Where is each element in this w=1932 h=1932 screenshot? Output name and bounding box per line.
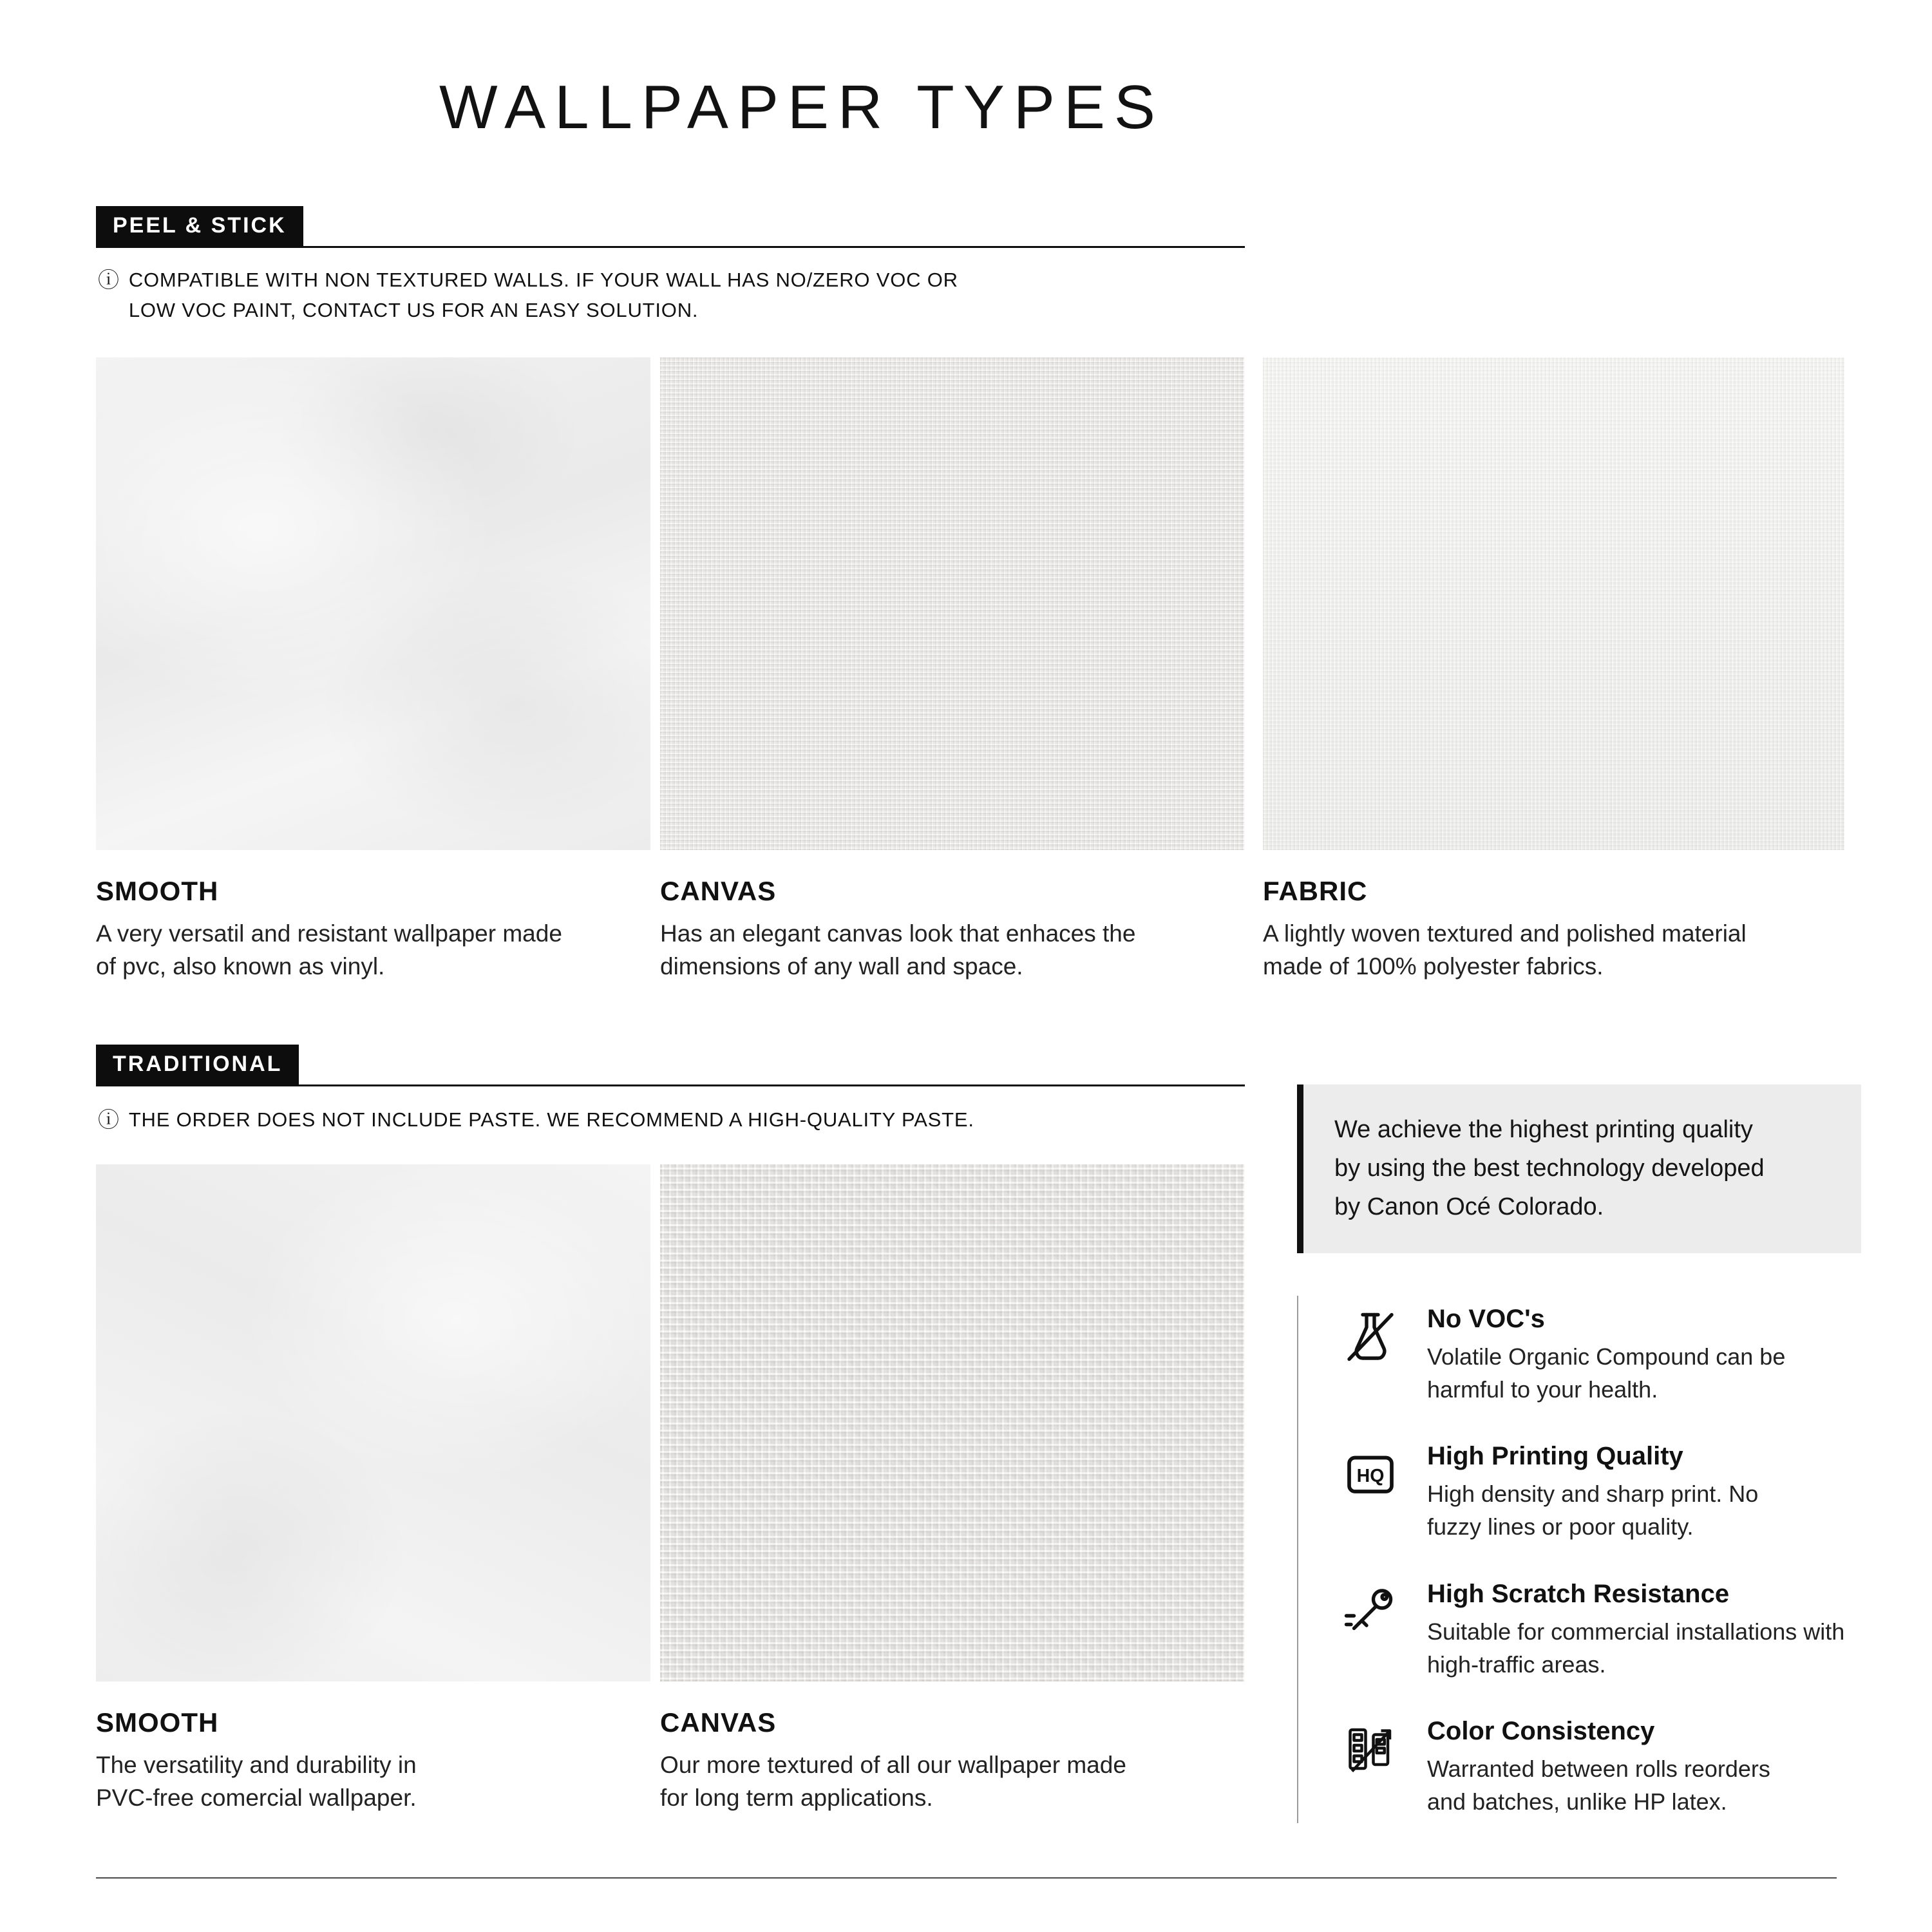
color-consistency-icon (1340, 1718, 1401, 1780)
printing-quality-callout (1297, 1084, 1861, 1253)
feature-list (1297, 1296, 1861, 1823)
swatch-description: Our more textured of all our wallpaper made for long term applications. (660, 1752, 1126, 1812)
swatch-description: Has an elegant canvas look that enhaces the dimensions of any wall and space. (660, 920, 1136, 980)
swatch-smooth-peel-stick (96, 357, 650, 983)
traditional-note-text: THE ORDER DOES NOT INCLUDE PASTE. WE RECOMMEND A HIGH-QUALITY PASTE. (128, 1108, 974, 1131)
hq-icon-letters: HQ (1356, 1466, 1385, 1487)
feature-no-voc (1340, 1305, 1861, 1406)
footer-divider (96, 1877, 1837, 1879)
feature-title: No VOC's (1427, 1305, 1545, 1334)
swatch-fabric-peel-stick (1263, 357, 1844, 983)
swatch-canvas-traditional (660, 1164, 1244, 1814)
traditional-swatch-row (96, 1164, 1244, 1814)
swatch-description: The versatility and durability in PVC-free comercial wallpaper. (96, 1752, 417, 1812)
feature-description: High density and sharp print. No fuzzy lines or poor quality. (1427, 1481, 1759, 1540)
feature-text (1427, 1580, 1846, 1681)
swatch-name: CANVAS (660, 1707, 777, 1738)
feature-title: High Printing Quality (1427, 1442, 1683, 1471)
scratch-resistance-icon (1340, 1581, 1401, 1643)
feature-description: Suitable for commercial installations with high-traffic areas. (1427, 1618, 1845, 1678)
info-icon: ⓘ (98, 268, 120, 292)
info-icon: ⓘ (98, 1108, 120, 1132)
feature-scratch-resistance (1340, 1580, 1861, 1681)
feature-text (1427, 1442, 1788, 1543)
smooth-texture-sample (96, 1164, 650, 1681)
swatch-name: SMOOTH (96, 876, 219, 906)
swatch-description: A very versatil and resistant wallpaper made of pvc, also known as vinyl. (96, 920, 562, 980)
feature-title: High Scratch Resistance (1427, 1579, 1730, 1608)
swatch-name: FABRIC (1263, 876, 1368, 906)
peel-stick-badge: PEEL & STICK (96, 206, 303, 246)
swatch-name: SMOOTH (96, 1707, 219, 1738)
traditional-note (98, 1105, 974, 1135)
feature-text (1427, 1717, 1814, 1818)
swatch-canvas-peel-stick (660, 357, 1244, 983)
swatch-description: A lightly woven textured and polished material made of 100% polyester fabrics. (1263, 920, 1747, 980)
page-title: WALLPAPER TYPES (439, 73, 1164, 142)
feature-title: Color Consistency (1427, 1716, 1655, 1745)
section-header-traditional (96, 1045, 1245, 1086)
swatch-smooth-traditional (96, 1164, 650, 1814)
peel-stick-note-text: COMPATIBLE WITH NON TEXTURED WALLS. IF YOUR WALL HAS NO/ZERO VOC OR LOW VOC PAINT, CONTACT US FOR AN EASY SOLUTION. (128, 269, 958, 321)
traditional-badge: TRADITIONAL (96, 1045, 299, 1084)
feature-high-printing-quality (1340, 1442, 1861, 1543)
feature-description: Warranted between rolls reorders and batches, unlike HP latex. (1427, 1755, 1770, 1815)
feature-color-consistency (1340, 1717, 1861, 1818)
canvas-texture-sample (660, 357, 1244, 850)
smooth-texture-sample (96, 357, 650, 850)
quality-column (1297, 1084, 1861, 1823)
peel-stick-note (98, 265, 1005, 325)
section-header-peel-stick (96, 206, 1245, 248)
printing-quality-text: We achieve the highest printing quality by using the best technology developed by Canon Océ Colorado. (1334, 1116, 1765, 1221)
swatch-name: CANVAS (660, 876, 777, 906)
fabric-texture-sample (1263, 357, 1844, 850)
hq-icon (1340, 1443, 1401, 1505)
feature-text (1427, 1305, 1788, 1406)
feature-description: Volatile Organic Compound can be harmful to your health. (1427, 1343, 1786, 1403)
canvas-texture-sample (660, 1164, 1244, 1681)
no-voc-icon (1340, 1306, 1401, 1368)
peel-stick-swatch-row (96, 357, 1844, 983)
